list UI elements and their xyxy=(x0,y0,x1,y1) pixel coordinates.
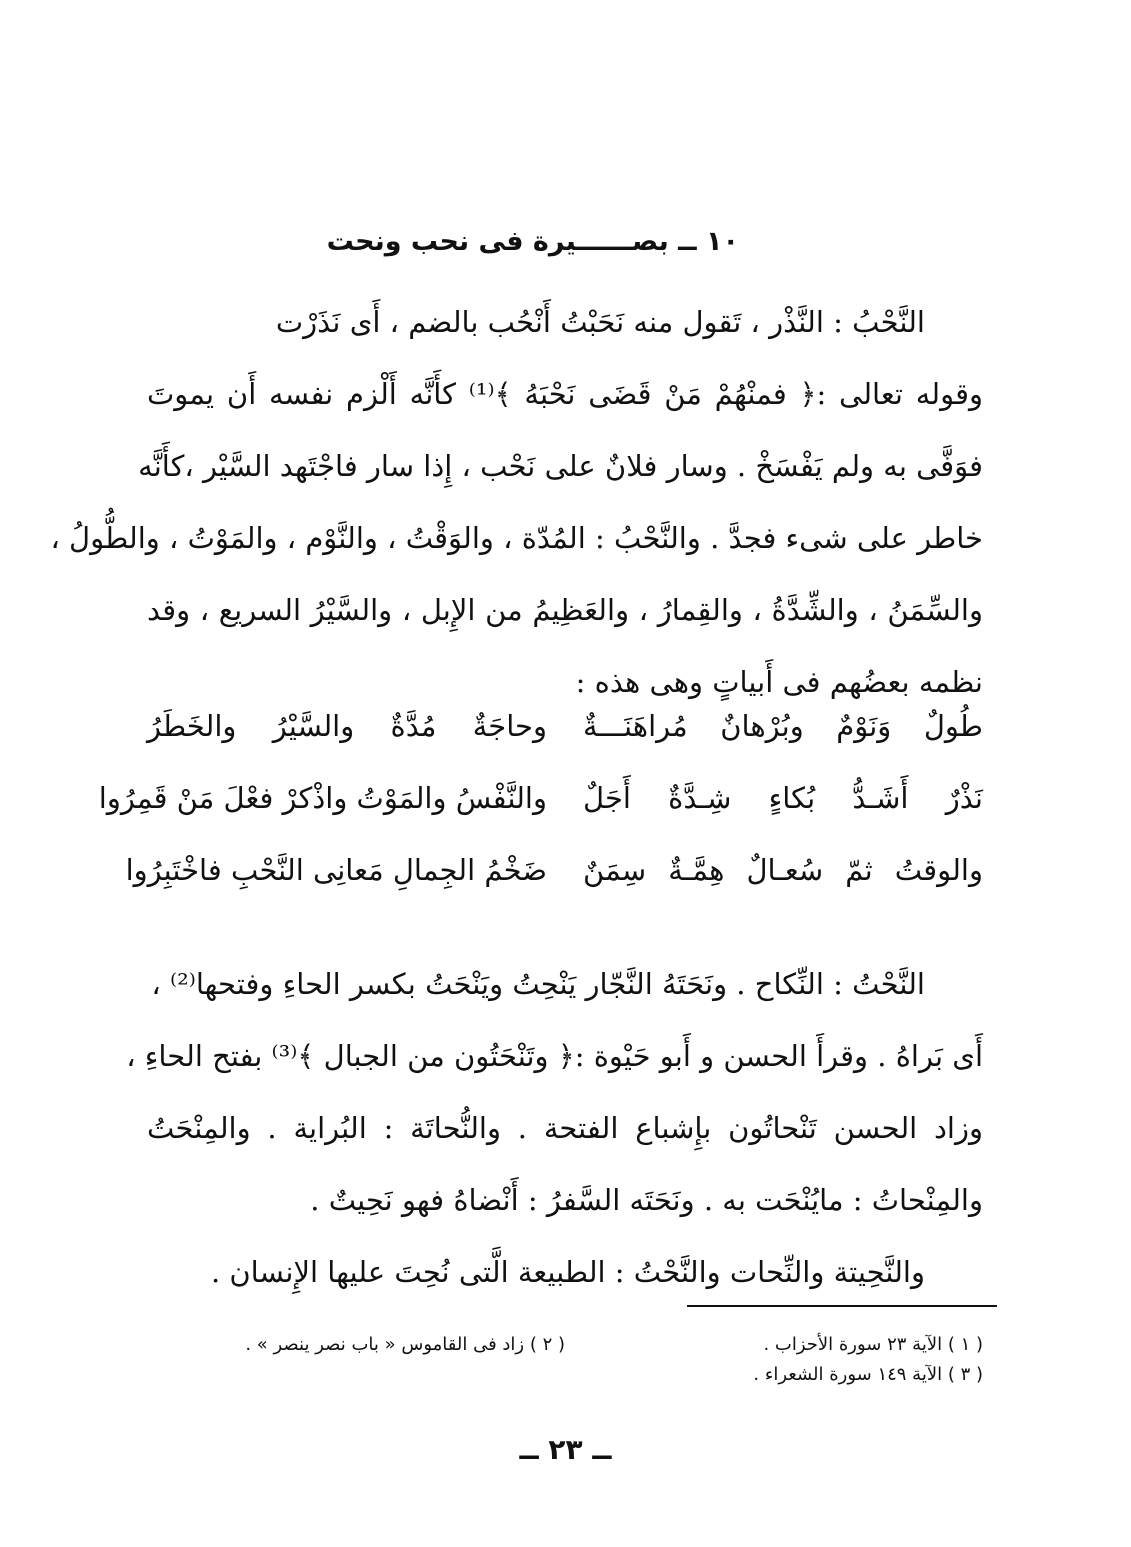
final-paragraph: والنَّحِيتة والنِّحات والنَّحْتُ : الطبيعة الَّتى نُحِتَ عليها الإِنسان . xyxy=(210,1255,925,1289)
footnote-2: ( ٢ ) زاد فى القاموس « باب نصر ينصر » . xyxy=(245,1334,565,1355)
footnote-1: ( ١ ) الآية ٢٣ سورة الأحزاب . xyxy=(763,1334,983,1355)
footnote-divider xyxy=(687,1305,997,1307)
text-line: والسِّمَنُ ، والشِّدَّةُ ، والقِمارُ ، والعَظِيمُ من الإِبل ، والسَّيْرُ السريع ، وقد xyxy=(147,593,983,627)
verse-first-hemistich: طُولٌ وَنَوْمٌ وبُرْهانٌ مُراهَنَـــةٌ xyxy=(583,709,983,743)
text-line: خاطر على شىء فجدَّ . والنَّحْبُ : المُدّة ، والوَقْتُ ، والنَّوْم ، والمَوْتُ ، والطُّولُ ، xyxy=(50,521,983,555)
page-number: ــ ٢٣ ــ xyxy=(519,1433,612,1466)
section-nahb-paragraph xyxy=(50,286,983,718)
footnote-3: ( ٣ ) الآية ١٤٩ سورة الشعراء . xyxy=(753,1364,983,1385)
text-line: وزاد الحسن تَنْحاتُون بإِشباع الفتحة . والنُّحاتَة : البُراية . والمِنْحَتُ xyxy=(147,1111,983,1145)
text-line: النَّحْبُ : النَّذْر ، تَقول منه نَحَبْتُ أَنْحُب بالضم ، أَى نَذَرْت xyxy=(275,305,925,339)
footnote-row xyxy=(147,1360,983,1390)
verse-second-hemistich: وحاجَةٌ مُدَّةٌ والسَّيْرُ والخَطَرُ xyxy=(147,709,547,743)
text-line: فوَفَّى به ولم يَفْسَخْ . وسار فلانٌ على نَحْب ، إِذا سار فاجْتَهد السَّيْر ،كأَنَّه xyxy=(138,449,983,483)
footnotes xyxy=(147,1330,983,1390)
section-naht-paragraph xyxy=(126,948,983,1236)
verse-line xyxy=(98,762,983,834)
verse-first-hemistich: نَذْرٌ أَشَـدُّ بُكاءٍ شِـدَّةٌ أَجَلٌ xyxy=(583,781,983,815)
text-line: نظمه بعضُهم فى أَبياتٍ وهى هذه : xyxy=(575,665,983,699)
text-line: والمِنْحاتُ : مايُنْحَت به . ونَحَتَه السَّفرُ : أَنْضاهُ فهو نَحِيتٌ . xyxy=(310,1183,983,1217)
section-heading: ١٠ ــ بصــــــيرة فى نحب ونحت xyxy=(326,226,739,257)
verse-second-hemistich: والنَّفْسُ والمَوْتُ واذْكرْ فعْلَ مَنْ قَمِرُوا xyxy=(98,781,547,815)
verse-line xyxy=(147,690,983,762)
text-line: النَّحْتُ : النِّكاح . ونَحَتَهُ النَّجّار يَنْحِتُ ويَنْحَتُ بكسر الحاءِ وفتحها⁽²⁾ ، xyxy=(151,967,925,1001)
poem-verses xyxy=(98,690,983,906)
text-line: أَى بَراهُ . وقرأَ الحسن و أَبو حَيْوة :﴿ وتَنْحَتُون من الجبال ﴾⁽³⁾ بفتح الحاءِ ، xyxy=(126,1039,983,1073)
verse-line xyxy=(125,834,983,906)
footnote-row xyxy=(147,1330,983,1360)
verse-first-hemistich: والوقتُ ثمّ سُعـالٌ هِمَّـةٌ سِمَنٌ xyxy=(583,853,983,887)
verse-second-hemistich: ضَخْمُ الجِمالِ مَعانِى النَّحْبِ فاخْتَبِرُوا xyxy=(125,853,547,887)
text-line: وقوله تعالى :﴿ فمنْهُمْ مَنْ قَضَى نَحْبَهُ ﴾⁽¹⁾ كأَنَّه أَلْزم نفسه أَن يموتَ xyxy=(147,377,983,411)
